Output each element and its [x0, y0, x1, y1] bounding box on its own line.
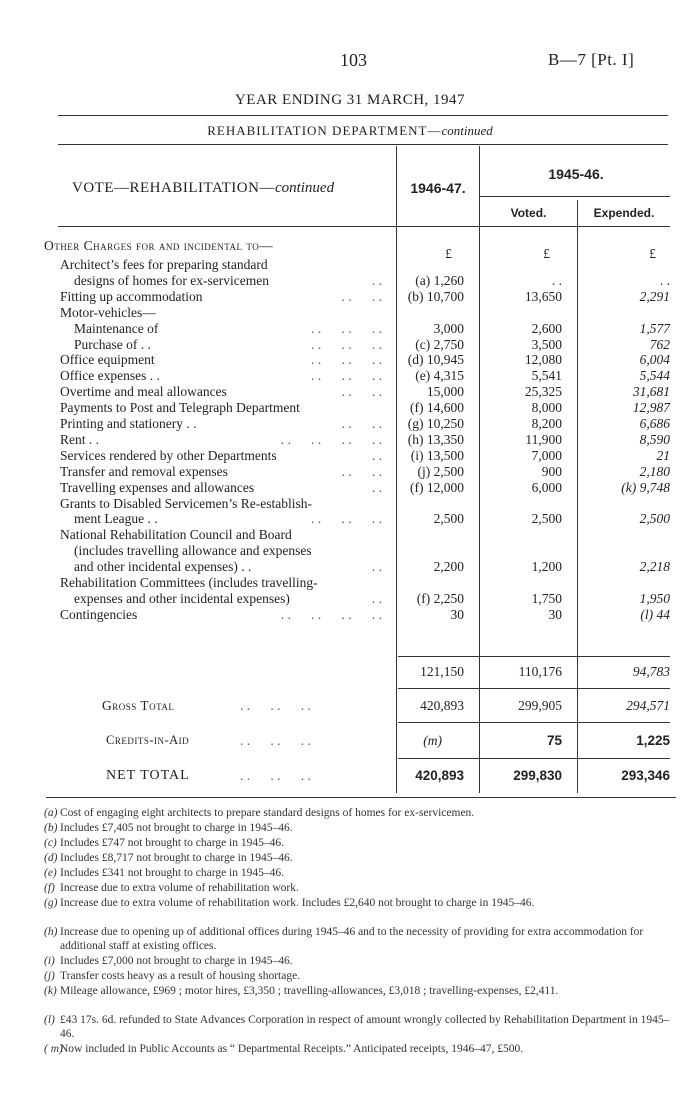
footnote-key: (e)	[44, 867, 57, 879]
row-1946-value: (c) 2,750	[415, 336, 464, 352]
row-1946-value: 2,500	[433, 511, 464, 527]
rule-dept	[58, 144, 668, 145]
gross-total-label: Gross Total	[102, 698, 175, 713]
net-total-voted: 299,830	[513, 768, 562, 783]
footnote	[46, 1042, 676, 1056]
footnote-key: (k)	[44, 985, 57, 997]
row-1946-value: (i) 13,500	[410, 447, 464, 463]
row-label: Motor-vehicles—	[60, 304, 156, 320]
row-label: Rent . .	[60, 431, 99, 447]
page-number: 103	[340, 50, 367, 70]
row-voted-value: 30	[548, 606, 562, 622]
footnote	[46, 881, 676, 895]
row-expended-value: (k) 9,748	[621, 479, 670, 495]
rule-1945-sub	[480, 196, 670, 197]
rule-gross	[398, 688, 670, 689]
net-total-row	[0, 768, 700, 784]
rule-footnotes	[46, 797, 676, 798]
row-leader-dots: . . . .	[341, 384, 382, 400]
footnote-text: Increase due to opening up of additional offices during 1945–46 and to the necessity of providing for extra accommodation for additional staff at existing offices.	[60, 926, 644, 952]
rule-credits	[398, 722, 670, 723]
column-header-expended: Expended.	[593, 206, 655, 220]
footnote-key: (h)	[44, 926, 58, 938]
row-1946-value: (h) 13,350	[407, 431, 464, 447]
row-leader-dots: . .	[371, 479, 382, 495]
credits-dots: . . . . . .	[240, 733, 311, 748]
footnote-text: £43 17s. 6d. refunded to State Advances Corporation in respect of amount wrongly collected by Rehabilitation Department in 1945–46.	[60, 1014, 670, 1040]
row-leader-dots: . . . . . .	[311, 336, 382, 352]
row-label: Services rendered by other Departments	[60, 447, 277, 463]
row-voted-value: 2,600	[531, 320, 562, 336]
row-voted-value: 13,650	[524, 288, 562, 304]
row-label: Office expenses . .	[60, 368, 160, 384]
footnote-key: (f)	[44, 882, 55, 894]
document-reference: B—7 [Pt. I]	[548, 50, 635, 69]
row-label: Architect’s fees for preparing standard	[60, 257, 268, 272]
gross-total-1946: 420,893	[420, 698, 464, 713]
gross-total-expended: 294,571	[626, 698, 670, 713]
footnote	[46, 806, 676, 820]
row-voted-value: 1,200	[531, 559, 562, 575]
credits-voted: 75	[546, 733, 562, 748]
table-row	[0, 289, 700, 305]
credits-label: Credits-in-Aid	[106, 733, 190, 747]
footnote-text: Now included in Public Accounts as “ Departmental Receipts.” Anticipated receipts, 1946–47, £500.	[60, 1043, 524, 1055]
subtotal-1946: 121,150	[420, 664, 464, 679]
row-expended-value: 762	[649, 336, 670, 352]
row-expended-value: 2,291	[639, 288, 670, 304]
table-row	[0, 257, 700, 273]
row-leader-dots: . . . . . . . .	[280, 606, 382, 622]
row-voted-value: 1,750	[531, 590, 562, 606]
vote-title-label: VOTE—REHABILITATION—	[72, 180, 275, 196]
row-voted-value: 8,000	[531, 400, 562, 416]
table-row	[0, 464, 700, 480]
footnote	[46, 925, 676, 953]
table-row	[0, 527, 700, 543]
table-row	[0, 543, 700, 559]
column-header-voted: Voted.	[510, 206, 547, 220]
footnote-text: Includes £8,717 not brought to charge in 1945–46.	[60, 852, 293, 864]
footnote-text: Increase due to extra volume of rehabilitation work. Includes £2,640 not brought to charge in 1945–46.	[60, 897, 535, 909]
footnote	[46, 896, 676, 910]
department-title	[0, 123, 700, 139]
row-expended-value: 5,544	[639, 368, 670, 384]
row-1946-value: 15,000	[426, 384, 464, 400]
row-expended-value: 12,987	[632, 400, 670, 416]
row-label: Contingencies	[60, 606, 138, 622]
credits-row	[0, 733, 700, 749]
footnote-text: Includes £7,000 not brought to charge in 1945–46.	[60, 955, 293, 967]
rule-subtotal	[398, 656, 670, 657]
rule-header-bottom	[58, 226, 670, 227]
table-row	[0, 368, 700, 384]
table-row	[0, 511, 700, 527]
table-row	[0, 432, 700, 448]
row-leader-dots: . .	[371, 590, 382, 606]
column-header-1945: 1945-46.	[548, 166, 604, 182]
year-title: YEAR ENDING 31 MARCH, 1947	[234, 92, 466, 108]
row-leader-dots: . .	[371, 559, 382, 575]
row-label: and other incidental expenses) . .	[74, 559, 252, 575]
row-label: (includes travelling allowance and expenses	[74, 543, 312, 559]
footnote	[46, 969, 676, 983]
row-leader-dots: . . . . . .	[311, 352, 382, 368]
row-leader-dots: . .	[371, 447, 382, 463]
row-1946-value: 2,200	[433, 559, 464, 575]
footnote-text: Includes £7,405 not brought to charge in 1945–46.	[60, 822, 293, 834]
row-1946-value: (f) 2,250	[416, 590, 464, 606]
footnote-key: (j)	[44, 970, 55, 982]
footnote-text: Increase due to extra volume of rehabilitation work.	[60, 882, 299, 894]
credits-1946: (m)	[423, 733, 442, 748]
row-leader-dots: . . . . . .	[311, 368, 382, 384]
footnote-key: ( m)	[44, 1043, 63, 1055]
row-1946-value: 30	[450, 606, 464, 622]
row-expended-value: 1,950	[639, 590, 670, 606]
footnote	[46, 866, 676, 880]
row-label: designs of homes for ex-servicemen	[74, 272, 269, 288]
table-row	[0, 448, 700, 464]
subtotal-voted: 110,176	[518, 664, 562, 679]
table-row	[0, 352, 700, 368]
footnote	[46, 836, 676, 850]
gross-total-dots: . . . . . .	[240, 698, 311, 713]
net-total-expended: 293,346	[621, 768, 670, 783]
table-row	[0, 591, 700, 607]
row-voted-value: 25,325	[524, 384, 562, 400]
net-total-dots: . . . . . .	[240, 768, 311, 783]
rule-top	[58, 115, 668, 116]
row-voted-value: 7,000	[531, 447, 562, 463]
net-total-label: NET TOTAL	[106, 768, 190, 783]
gross-total-row	[0, 698, 700, 714]
row-label: National Rehabilitation Council and Board	[60, 527, 292, 543]
footnote-text: Transfer costs heavy as a result of housing shortage.	[60, 970, 301, 982]
row-1946-value: (a) 1,260	[415, 272, 464, 288]
footnote-key: (c)	[44, 837, 57, 849]
footnote	[46, 984, 676, 998]
currency-voted: £	[543, 246, 550, 261]
row-1946-value: (b) 10,700	[407, 288, 464, 304]
row-label: Travelling expenses and allowances	[60, 479, 255, 495]
row-1946-value: (e) 4,315	[415, 368, 464, 384]
footnote-text: Includes £747 not brought to charge in 1945–46.	[60, 837, 285, 849]
row-1946-value: (f) 12,000	[410, 479, 464, 495]
table-row	[0, 400, 700, 416]
table-row	[0, 575, 700, 591]
row-voted-value: . .	[551, 272, 562, 288]
row-label: Office equipment	[60, 352, 155, 368]
row-expended-value: 31,681	[632, 384, 670, 400]
row-expended-value: 6,004	[639, 352, 670, 368]
row-voted-value: 3,500	[531, 336, 562, 352]
footnote	[46, 1013, 676, 1041]
table-row	[0, 480, 700, 496]
row-expended-value: 6,686	[639, 416, 670, 431]
table-row	[0, 305, 700, 321]
row-leader-dots: . . . .	[341, 463, 382, 479]
row-voted-value: 6,000	[531, 479, 562, 495]
credits-expended: 1,225	[636, 733, 670, 748]
row-leader-dots: . . . . . .	[311, 320, 382, 336]
department-suffix: continued	[441, 123, 493, 138]
row-label: ment League . .	[74, 511, 158, 527]
footnote-key: (a)	[44, 807, 58, 819]
footnote-text: Mileage allowance, £969 ; motor hires, £3,350 ; travelling-allowances, £3,018 ; travelling-expenses, £2,411.	[60, 985, 559, 997]
gross-total-voted: 299,905	[518, 698, 562, 713]
row-label: Fitting up accommodation	[60, 288, 203, 304]
row-leader-dots: . .	[371, 272, 382, 288]
row-label: Purchase of . .	[74, 336, 151, 352]
row-voted-value: 2,500	[531, 511, 562, 527]
currency-1946: £	[445, 246, 452, 261]
subtotal-row	[0, 664, 700, 680]
table-row	[0, 321, 700, 337]
row-voted-value: 12,080	[524, 352, 562, 368]
row-label: Grants to Disabled Servicemen’s Re-establish-	[60, 495, 312, 511]
row-expended-value: . .	[659, 272, 670, 288]
table-row	[0, 384, 700, 400]
row-voted-value: 11,900	[525, 431, 562, 447]
row-label: Rehabilitation Committees (includes travelling-	[60, 575, 318, 590]
row-voted-value: 900	[541, 463, 562, 479]
footnote-key: (g)	[44, 897, 58, 909]
footnote-key: (i)	[44, 955, 55, 967]
row-label: Transfer and removal expenses	[60, 463, 228, 479]
row-label: expenses and other incidental expenses)	[74, 590, 290, 606]
footnote-key: (d)	[44, 852, 58, 864]
subtotal-expended: 94,783	[632, 664, 670, 679]
row-expended-value: 2,218	[639, 559, 670, 575]
row-label: Printing and stationery . .	[60, 416, 197, 431]
footnote-key: (l)	[44, 1014, 55, 1026]
table-row	[0, 559, 700, 575]
row-voted-value: 8,200	[531, 416, 562, 431]
row-expended-value: 8,590	[639, 431, 670, 447]
row-leader-dots: . . . .	[341, 416, 382, 431]
row-expended-value: 2,500	[639, 511, 670, 527]
table-row	[0, 337, 700, 353]
department-label: REHABILITATION DEPARTMENT—	[207, 123, 442, 138]
rule-net	[398, 758, 670, 759]
footnote-text: Cost of engaging eight architects to prepare standard designs of homes for ex-servicemen.	[60, 807, 475, 819]
row-leader-dots: . . . . . .	[311, 511, 382, 527]
row-1946-value: 3,000	[433, 320, 464, 336]
table-row	[0, 607, 700, 623]
row-1946-value: (f) 14,600	[410, 400, 464, 416]
row-expended-value: (l) 44	[640, 606, 670, 622]
row-1946-value: (d) 10,945	[407, 352, 464, 368]
footnote-text: Includes £341 not brought to charge in 1945–46.	[60, 867, 285, 879]
row-label: Maintenance of	[74, 320, 159, 336]
row-leader-dots: . . . . . . . .	[280, 431, 382, 447]
row-label: Payments to Post and Telegraph Department	[60, 400, 300, 416]
table-row	[0, 273, 700, 289]
section-title-text: Other Charges for and incidental to—	[44, 238, 274, 253]
row-expended-value: 2,180	[639, 463, 670, 479]
row-leader-dots: . . . .	[341, 288, 382, 304]
table-row	[0, 416, 700, 432]
net-total-1946: 420,893	[415, 768, 464, 783]
footnote	[46, 851, 676, 865]
row-expended-value: 21	[656, 447, 670, 463]
row-voted-value: 5,541	[531, 368, 562, 384]
footnote-key: (b)	[44, 822, 58, 834]
row-expended-value: 1,577	[639, 320, 670, 336]
row-1946-value: (g) 10,250	[407, 416, 464, 431]
footnote	[46, 821, 676, 835]
table-row	[0, 496, 700, 512]
vote-title	[72, 180, 334, 197]
footnote	[46, 954, 676, 968]
row-1946-value: (j) 2,500	[417, 463, 464, 479]
column-header-1946: 1946-47.	[410, 180, 466, 196]
row-label: Overtime and meal allowances	[60, 384, 227, 400]
currency-expended: £	[649, 246, 656, 261]
vote-title-suffix: continued	[274, 180, 335, 196]
